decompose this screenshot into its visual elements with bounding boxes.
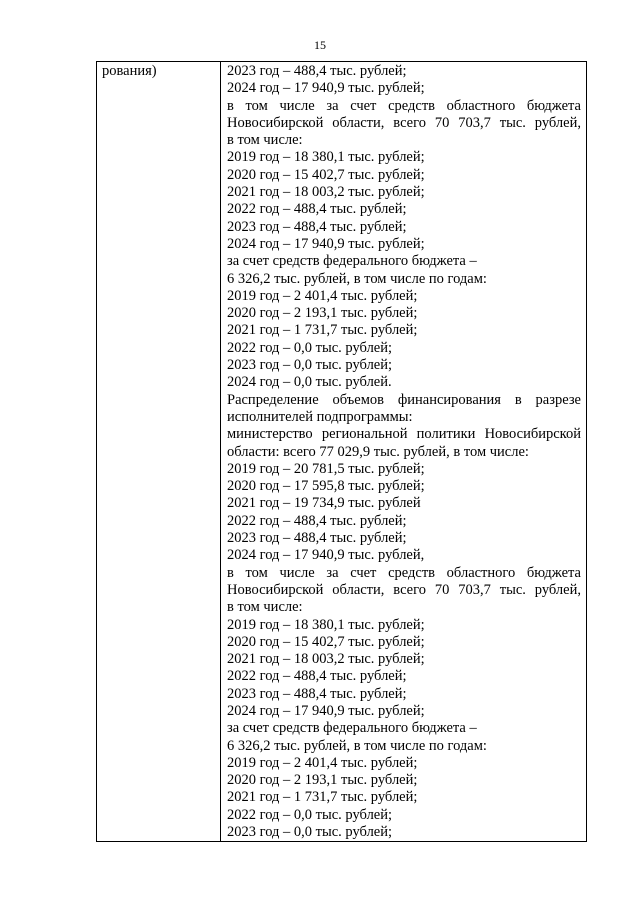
table-line: 2019 год – 18 380,1 тыс. рублей;: [227, 149, 425, 166]
table-line: министерство региональной политики Новосибирской: [227, 426, 581, 443]
table-line: за счет средств федерального бюджета –: [227, 253, 477, 270]
table-line: 6 326,2 тыс. рублей, в том числе по годам:: [227, 737, 487, 754]
table-line: Распределение объемов финансирования в разрезе: [227, 391, 581, 408]
table-line: 2019 год – 2 401,4 тыс. рублей;: [227, 287, 418, 304]
table-line: в том числе:: [227, 132, 303, 149]
column-divider: [220, 62, 221, 841]
table-line: 2024 год – 17 940,9 тыс. рублей;: [227, 80, 425, 97]
table-line: в том числе за счет средств областного бюджета: [227, 97, 581, 114]
table-line: 2023 год – 0,0 тыс. рублей;: [227, 357, 393, 374]
table-line: 2023 год – 488,4 тыс. рублей;: [227, 218, 407, 235]
page-number: 15: [314, 38, 326, 52]
table-line: 2023 год – 0,0 тыс. рублей;: [227, 824, 393, 841]
table-line: 2023 год – 488,4 тыс. рублей;: [227, 530, 407, 547]
table-line: 6 326,2 тыс. рублей, в том числе по годам:: [227, 270, 487, 287]
table-line: 2019 год – 18 380,1 тыс. рублей;: [227, 616, 425, 633]
left-cell-label: рования): [102, 63, 157, 79]
table-line: исполнителей подпрограммы:: [227, 408, 413, 425]
table-line: 2020 год – 17 595,8 тыс. рублей;: [227, 478, 425, 495]
table-line: 2022 год – 488,4 тыс. рублей;: [227, 201, 407, 218]
table-line: 2021 год – 1 731,7 тыс. рублей;: [227, 789, 418, 806]
table-line: области: всего 77 029,9 тыс. рублей, в том числе:: [227, 443, 529, 460]
table-line: 2023 год – 488,4 тыс. рублей;: [227, 63, 407, 79]
table-line: 2020 год – 15 402,7 тыс. рублей;: [227, 633, 425, 650]
table-line: 2022 год – 0,0 тыс. рублей;: [227, 339, 393, 356]
financing-table: [96, 61, 587, 842]
right-cell-content: [227, 63, 581, 841]
table-line: 2019 год – 20 781,5 тыс. рублей;: [227, 460, 425, 477]
table-line: 2020 год – 2 193,1 тыс. рублей;: [227, 772, 418, 789]
table-line: 2021 год – 1 731,7 тыс. рублей;: [227, 322, 418, 339]
table-line: 2020 год – 2 193,1 тыс. рублей;: [227, 305, 418, 322]
table-line: 2024 год – 17 940,9 тыс. рублей,: [227, 547, 425, 564]
table-line: 2024 год – 17 940,9 тыс. рублей;: [227, 702, 425, 719]
table-line: 2021 год – 18 003,2 тыс. рублей;: [227, 184, 425, 201]
table-line: Новосибирской области, всего 70 703,7 тыс. рублей,: [227, 581, 581, 598]
table-line: 2024 год – 0,0 тыс. рублей.: [227, 374, 392, 391]
table-line: 2023 год – 488,4 тыс. рублей;: [227, 685, 407, 702]
table-line: в том числе:: [227, 599, 303, 616]
table-line: 2022 год – 0,0 тыс. рублей;: [227, 806, 393, 823]
table-line: 2019 год – 2 401,4 тыс. рублей;: [227, 754, 418, 771]
table-line: 2020 год – 15 402,7 тыс. рублей;: [227, 166, 425, 183]
table-line: 2021 год – 18 003,2 тыс. рублей;: [227, 651, 425, 668]
table-line: 2022 год – 488,4 тыс. рублей;: [227, 668, 407, 685]
table-line: в том числе за счет средств областного бюджета: [227, 564, 581, 581]
table-line: 2022 год – 488,4 тыс. рублей;: [227, 512, 407, 529]
table-line: 2021 год – 19 734,9 тыс. рублей: [227, 495, 421, 512]
table-line: Новосибирской области, всего 70 703,7 тыс. рублей,: [227, 114, 581, 131]
table-line: за счет средств федерального бюджета –: [227, 720, 477, 737]
table-line: 2024 год – 17 940,9 тыс. рублей;: [227, 235, 425, 252]
